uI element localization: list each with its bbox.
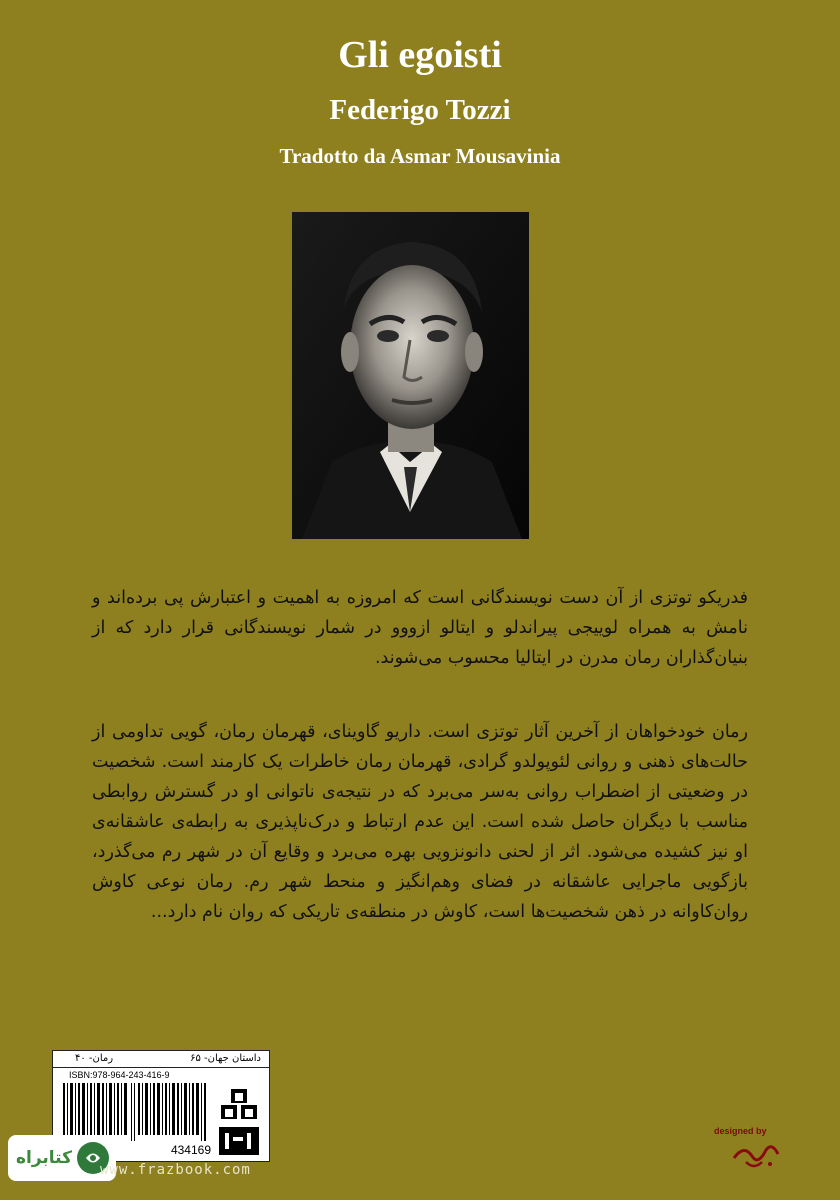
author-portrait xyxy=(292,212,529,539)
description-paragraph-1: فدریکو توتزی از آن دست نویسندگانی است که امروزه به اهمیت و اعتبارش پی برده‌اند و نامش به همراه لوییجی پیراندلو و ایتالو ازووو در شمار نویسندگانی قرار دارد که از بنیان‌گذاران رمان مدرن در ایتالیا محسوب می‌شوند. xyxy=(92,588,748,668)
isbn-text: ISBN:978-964-243-416-9 xyxy=(69,1070,170,1080)
series-label: داستان جهان- ۶۵ xyxy=(190,1053,261,1064)
ketabrah-label: کتابراه xyxy=(15,1148,72,1168)
book-title: Gli egoisti xyxy=(338,34,502,76)
publisher-logo xyxy=(217,1087,261,1157)
barcode-bars xyxy=(61,1083,211,1141)
series-row xyxy=(53,1051,269,1068)
designer-signature-icon xyxy=(726,1136,786,1176)
designed-by-label: designed by xyxy=(714,1126,767,1136)
publisher-website: www.frazbook.com xyxy=(100,1162,251,1178)
barcode-digits-right: 434169 xyxy=(170,1143,211,1157)
description-paragraph-2: رمان خودخواهان از آخرین آثار توتزی است. داریو گاوینای، قهرمان رمان، گویی تداومی از حالت‌های ذهنی و روانی لئوپولدو گرادی، قهرمان رمان خاطرات یک کارمند است. شخصیت در وضعیتی از اضطراب روانی به‌سر می‌برد که در نتیجه‌ی ناتوانی او در گسترش روابطی مناسب با دیگران حاصل شده است. این عدم ارتباط و درک‌ناپذیری به رابطه‌ی عاشقانه‌ی او نیز کشیده می‌شود. اثر از لحنی دانونزویی بهره می‌برد و وقایع آن در شهر رم می‌گذرد، بازگویی ماجرایی عاشقانه در فضای وهم‌انگیز و منحط شهر رم. رمان نوعی کاوش روان‌کاوانه در ذهن شخصیت‌ها است، کاوش در منطقه‌ی تاریکی که روان نام دارد... xyxy=(92,722,748,922)
author-name: Federigo Tozzi xyxy=(329,94,511,126)
portrait-image xyxy=(292,212,529,539)
translator-credit: Tradotto da Asmar Mousavinia xyxy=(279,144,561,168)
genre-label: رمان- ۴۰ xyxy=(75,1053,114,1064)
